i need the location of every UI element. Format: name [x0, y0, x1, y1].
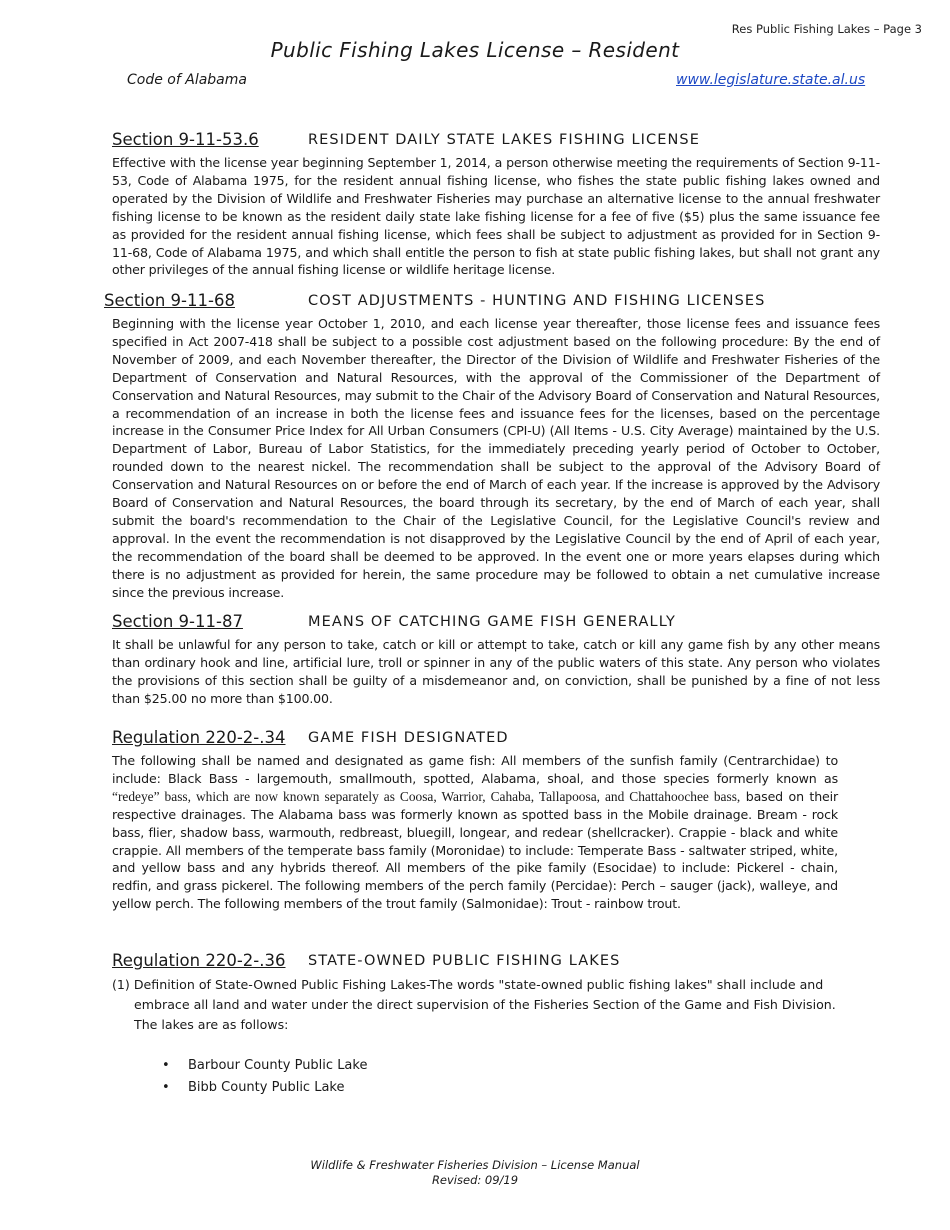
legislature-website-link[interactable]: www.legislature.state.al.us — [676, 72, 866, 88]
section-body — [112, 752, 838, 913]
section-number: Section 9-11-53.6 — [112, 130, 259, 149]
bullet-icon: • — [162, 1058, 170, 1073]
lakes-list — [112, 1055, 880, 1099]
section-title: STATE-OWNED PUBLIC FISHING LAKES — [308, 953, 621, 969]
footer-manual-title: Wildlife & Freshwater Fisheries Division – License Manual — [310, 1158, 640, 1172]
regulation-220-2-36 — [112, 951, 880, 1099]
section-body-part-b: “redeye” bass, which are now known separately as Coosa, Warrior, Cahaba, Tallapoosa, and Chattahoochee bass, — [112, 788, 741, 804]
definition-item: (1) Definition of State-Owned Public Fishing Lakes-The words "state-owned public fishing lakes" shall include and embrace all land and water under the direct supervision of the Fisheries Section of the Game and Fish Division. The lakes are as follows: — [112, 977, 836, 1032]
section-9-11-53-6 — [112, 130, 880, 279]
section-body: It shall be unlawful for any person to take, catch or kill or attempt to take, catch or kill any game fish by any other means than ordinary hook and line, artificial lure, troll or spinner in any of the public waters of this state. Any person who violates the provisions of this section shall be guilty of a misdemeanor and, on conviction, shall be punished by a fine of not less than $25.00 no more than $100.00. — [112, 637, 880, 706]
bullet-icon: • — [162, 1080, 170, 1095]
section-number: Regulation 220-2-.36 — [112, 951, 286, 970]
section-title: MEANS OF CATCHING GAME FISH GENERALLY — [308, 614, 676, 630]
section-title: COST ADJUSTMENTS - HUNTING AND FISHING LICENSES — [308, 293, 766, 309]
section-number: Regulation 220-2-.34 — [112, 728, 286, 747]
section-body-part-a: The following shall be named and designated as game fish: All members of the sunfish family (Centrarchidae) to include: Black Bass - largemouth, smallmouth, spotted, Alabama, shoal, and those species formerly known as — [112, 753, 838, 786]
section-body-part-c: based on their respective drainages. The Alabama bass was formerly known as spotted bass in the Mobile drainage. Bream - rock bass, flier, shadow bass, warmouth, redbreast, bluegill, longear, and redear (shellcracker). Crappie - black and white crappie. All members of the temperate bass family (Moronidae) to include: Temperate Bass - saltwater striped, white, and yellow bass and any hybrids thereof. All members of the pike family (Esocidae) to include: Pickerel - chain, redfin, and grass pickerel. The following members of the perch family (Percidae): Perch – sauger (jack), walleye, and yellow perch. The following members of the trout family (Salmonidae): Trout - rainbow trout. — [112, 788, 839, 912]
section-number: Section 9-11-87 — [112, 612, 243, 631]
section-title: RESIDENT DAILY STATE LAKES FISHING LICENSE — [308, 132, 700, 148]
section-title: GAME FISH DESIGNATED — [308, 730, 509, 746]
footer-revision-date: Revised: 09/19 — [431, 1173, 519, 1187]
regulation-220-2-34 — [112, 728, 838, 913]
code-of-alabama-label: Code of Alabama — [127, 72, 247, 88]
page-title: Public Fishing Lakes License – Resident — [270, 38, 680, 62]
page-footer — [0, 1158, 950, 1188]
section-body: Beginning with the license year October 1, 2010, and each license year thereafter, those license fees and issuance fees specified in Act 2007-418 shall be subject to a possible cost adjustment based on the following procedure: By the end of November of 2009, and each November thereafter, the Director of the Division of Wildlife and Freshwater Fisheries of the Department of Conservation and Natural Resources, with the approval of the Commissioner of the Department of Conservation and Natural Resources, may submit to the Chair of the Advisory Board of Conservation and Natural Resources, a recommendation of an increase in both the license fees and issuance fees for the licenses, based on the percentage increase in the Consumer Price Index for All Urban Consumers (CPI-U) (All Items - U.S. City Average) maintained by the U.S. Department of Labor, Bureau of Labor Statistics, for the immediately preceding yearly period of October to October, rounded down to the nearest nickel. The recommendation shall be subject to the approval of the Advisory Board of Conservation and Natural Resources on or before the end of March of each year. If the increase is approved by the Advisory Board of Conservation and Natural Resources, the board through its secretary, by the end of March of each year, shall submit the board's recommendation to the Chair of the Legislative Council, for the Legislative Council's review and approval. In the event the recommendation is not disapproved by the Legislative Council by the end of April of each year, the recommendation of the board shall be deemed to be approved. In the event one or more years elapses during which there is no adjustment as provided for herein, the same procedure may be followed to obtain a net cumulative increase since the previous increase. — [112, 316, 880, 600]
section-9-11-68 — [104, 291, 880, 602]
list-item — [112, 1077, 880, 1099]
lake-name: Bibb County Public Lake — [188, 1080, 345, 1095]
list-item — [112, 1055, 880, 1077]
section-number: Section 9-11-68 — [104, 291, 235, 310]
lake-name: Barbour County Public Lake — [188, 1058, 368, 1073]
page-number-label: Res Public Fishing Lakes – Page 3 — [731, 22, 922, 36]
section-9-11-87 — [112, 612, 880, 708]
section-body: Effective with the license year beginning September 1, 2014, a person otherwise meeting the requirements of Section 9-11-53, Code of Alabama 1975, for the resident annual fishing license, who fishes the state public fishing lakes owned and operated by the Division of Wildlife and Freshwater Fisheries may purchase an alternative license to the annual freshwater fishing license to be known as the resident daily state lake fishing license for a fee of five ($5) plus the same issuance fee as provided for the resident annual fishing license, which fees shall be subject to adjustment as provided for in Section 9-11-68, Code of Alabama 1975, and which shall entitle the person to fish at state public fishing lakes, but shall not grant any other privileges of the annual fishing license or wildlife heritage license. — [112, 155, 880, 278]
